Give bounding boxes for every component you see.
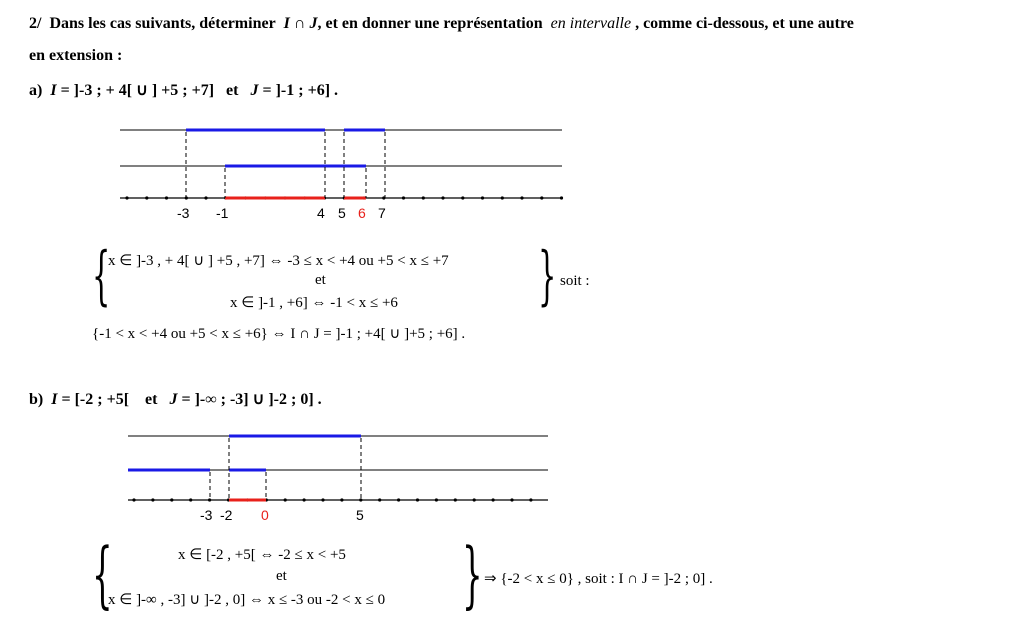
symbol-J: J <box>309 15 318 32</box>
left-brace-a: { <box>92 239 111 313</box>
axis-label-a-3: 4 <box>317 205 325 221</box>
axis-label-b-3: 0 <box>261 507 269 523</box>
exercise-number: 2/ <box>29 15 42 32</box>
result-b: ⇒ {-2 < x ≤ 0} , soit : I ∩ J = ]-2 ; 0] . <box>484 571 713 587</box>
axis-tick <box>321 498 324 501</box>
heading-text-d: , comme ci-dessous, et une autre <box>635 15 854 32</box>
axis-tick <box>492 498 495 501</box>
system-a-line-2: x ∈ ]-1 , +6] ⇔ -1 < x ≤ +6 <box>230 295 398 311</box>
system-a-line-1: x ∈ ]-3 , + 4[ ∪ ] +5 , +7] ⇔ -3 ≤ x < +4 ou +5 < x ≤ +7 <box>108 253 449 269</box>
heading-text-italic: en intervalle <box>550 15 632 32</box>
part-b-I: I <box>51 391 58 408</box>
axis-tick <box>397 498 400 501</box>
part-b-label: b) <box>29 391 44 408</box>
part-b-J-def: = ]-∞ ; -3] ∪ ]-2 ; 0] . <box>181 391 322 408</box>
axis-tick <box>284 498 287 501</box>
symbol-cap: ∩ <box>293 15 306 32</box>
axis-tick <box>529 498 532 501</box>
axis-tick <box>170 498 173 501</box>
part-a-I-def: = ]-3 ; + 4[ ∪ ] +5 ; +7] <box>60 82 215 99</box>
part-a-et: et <box>226 82 239 99</box>
axis-tick <box>416 498 419 501</box>
axis-tick <box>132 498 135 501</box>
axis-tick <box>189 498 192 501</box>
heading-text-b: , et en donner une représentation <box>317 15 543 32</box>
left-brace-b: { <box>92 532 113 616</box>
system-a-et: et <box>315 272 326 288</box>
axis-tick <box>359 498 362 501</box>
part-a-J-def: = ]-1 ; +6] . <box>262 82 339 99</box>
system-b-line-1: x ∈ [-2 , +5[ ⇔ -2 ≤ x < +5 <box>178 547 346 563</box>
heading-line-2: en extension : <box>29 47 123 64</box>
right-brace-a: } <box>538 239 557 313</box>
heading-text-a: Dans les cas suivants, déterminer <box>49 15 276 32</box>
part-a-J: J <box>250 82 259 99</box>
part-a-I: I <box>50 82 57 99</box>
axis-tick <box>473 498 476 501</box>
system-a-soit: soit : <box>560 273 590 289</box>
axis-tick <box>340 498 343 501</box>
axis-label-b-2: -2 <box>220 507 233 523</box>
result-a: {-1 < x < +4 ou +5 < x ≤ +6} ⇔ I ∩ J = ]-1 ; +4[ ∪ ]+5 ; +6] . <box>92 326 466 342</box>
axis-tick <box>435 498 438 501</box>
axis-tick <box>454 498 457 501</box>
axis-label-a-2: -1 <box>216 205 229 221</box>
axis-label-b-1: -3 <box>200 507 213 523</box>
axis-label-a-6: 7 <box>378 205 386 221</box>
axis-tick <box>151 498 154 501</box>
part-b-et: et <box>145 391 158 408</box>
part-b-J: J <box>169 391 178 408</box>
axis-label-b-4: 5 <box>356 507 364 523</box>
part-a-label: a) <box>29 82 43 99</box>
symbol-I: I <box>283 15 290 32</box>
axis-tick <box>303 498 306 501</box>
axis-tick <box>208 498 211 501</box>
right-brace-b: } <box>462 532 483 616</box>
system-b-et: et <box>276 568 287 584</box>
axis-tick <box>378 498 381 501</box>
system-b-line-2: x ∈ ]-∞ , -3] ∪ ]-2 , 0] ⇔ x ≤ -3 ou -2 < x ≤ 0 <box>108 592 386 608</box>
axis-label-a-1: -3 <box>177 205 190 221</box>
part-b-I-def: = [-2 ; +5[ <box>61 391 130 408</box>
axis-tick <box>510 498 513 501</box>
axis-label-a-4: 5 <box>338 205 346 221</box>
axis-label-a-5: 6 <box>358 205 366 221</box>
